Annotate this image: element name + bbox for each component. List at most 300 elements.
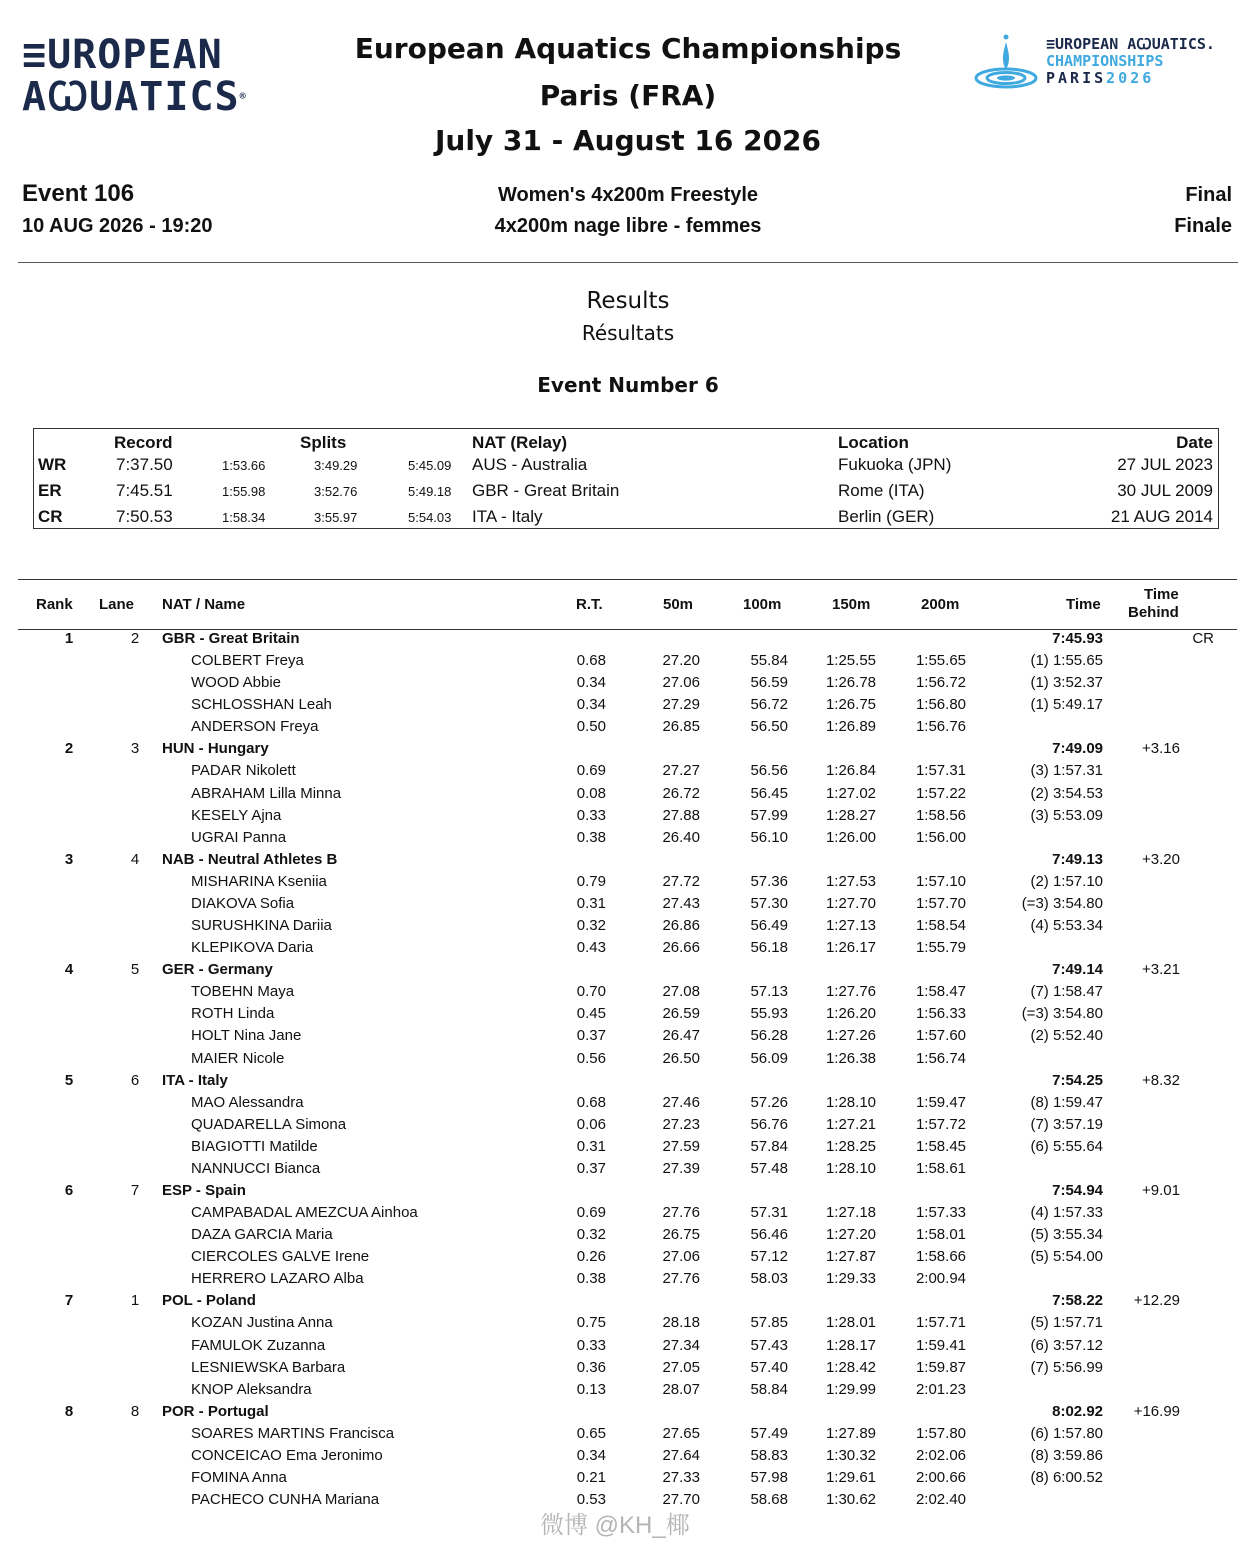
cumulative-time: (8) 3:59.86 bbox=[1030, 1446, 1103, 1464]
swimmer-name: DAZA GARCIA Maria bbox=[191, 1226, 333, 1244]
split-100m: 57.98 bbox=[750, 1469, 788, 1487]
record-badge: CR bbox=[1192, 630, 1214, 647]
swimmer-name: HERRERO LAZARO Alba bbox=[191, 1270, 364, 1288]
split-100m: 58.03 bbox=[750, 1270, 788, 1288]
record-code: CR bbox=[38, 507, 63, 526]
reaction-time: 0.34 bbox=[576, 1446, 606, 1464]
reaction-time: 0.32 bbox=[576, 917, 606, 935]
rank-cell: 5 bbox=[64, 1071, 74, 1089]
record-location: Berlin (GER) bbox=[838, 507, 935, 526]
split-150m: 1:29.33 bbox=[825, 1270, 876, 1288]
records-header-record: Record bbox=[114, 433, 173, 452]
cumulative-time: (6) 1:57.80 bbox=[1030, 1424, 1103, 1442]
reaction-time: 0.38 bbox=[576, 828, 606, 846]
split-50m: 26.40 bbox=[662, 828, 700, 846]
split-50m: 26.72 bbox=[662, 784, 700, 802]
header-divider bbox=[18, 262, 1238, 263]
lane-cell: 3 bbox=[130, 740, 140, 758]
results-title: Results bbox=[586, 288, 670, 314]
lane-cell: 1 bbox=[130, 1292, 140, 1310]
team-time: 7:54.25 bbox=[1052, 1071, 1103, 1089]
cumulative-time: (5) 1:57.71 bbox=[1030, 1314, 1103, 1332]
results-table-header bbox=[18, 579, 1237, 630]
cumulative-time: (=3) 3:54.80 bbox=[1021, 1005, 1103, 1023]
reaction-time: 0.69 bbox=[576, 762, 606, 780]
split-150m: 1:26.78 bbox=[825, 674, 876, 692]
record-date: 30 JUL 2009 bbox=[1117, 481, 1213, 500]
swimmer-row bbox=[0, 1136, 1256, 1158]
split-150m: 1:27.76 bbox=[825, 983, 876, 1001]
record-split: 1:55.98 bbox=[222, 484, 266, 499]
split-150m: 1:30.62 bbox=[825, 1491, 876, 1509]
reaction-time: 0.31 bbox=[576, 1137, 606, 1155]
swimmer-name: CAMPABADAL AMEZCUA Ainhoa bbox=[191, 1204, 418, 1222]
swimmer-name: PACHECO CUNHA Mariana bbox=[191, 1491, 380, 1509]
reaction-time: 0.06 bbox=[576, 1115, 606, 1133]
team-time: 7:49.14 bbox=[1052, 961, 1103, 979]
championship-dates: July 31 - August 16 2026 bbox=[434, 124, 822, 157]
swimmer-row bbox=[0, 981, 1256, 1003]
split-100m: 56.28 bbox=[750, 1027, 788, 1045]
swimmer-name: CONCEICAO Ema Jeronimo bbox=[191, 1446, 383, 1464]
team-name: POL - Poland bbox=[162, 1292, 256, 1310]
split-100m: 57.43 bbox=[750, 1336, 788, 1354]
cumulative-time: (1) 5:49.17 bbox=[1030, 696, 1103, 714]
swimmer-row bbox=[0, 1158, 1256, 1180]
split-100m: 55.84 bbox=[750, 652, 788, 670]
split-50m: 27.59 bbox=[662, 1137, 700, 1155]
swimmer-row bbox=[0, 672, 1256, 694]
split-50m: 28.18 bbox=[662, 1314, 700, 1332]
col-nat-name: NAT / Name bbox=[162, 596, 246, 613]
lane-cell: 2 bbox=[130, 630, 140, 647]
event-phase-en: Final bbox=[1185, 184, 1232, 206]
split-50m: 27.06 bbox=[662, 674, 700, 692]
reaction-time: 0.32 bbox=[576, 1226, 606, 1244]
swimmer-name: MAIER Nicole bbox=[191, 1049, 285, 1067]
split-100m: 58.68 bbox=[750, 1491, 788, 1509]
swimmer-name: KOZAN Justina Anna bbox=[191, 1314, 333, 1332]
split-50m: 27.46 bbox=[662, 1093, 700, 1111]
swimmer-row bbox=[0, 1445, 1256, 1467]
rank-cell: 2 bbox=[64, 740, 74, 758]
cumulative-time: (1) 3:52.37 bbox=[1030, 674, 1103, 692]
split-200m: 1:59.41 bbox=[915, 1336, 966, 1354]
swimmer-row bbox=[0, 1379, 1256, 1401]
split-150m: 1:26.89 bbox=[825, 718, 876, 736]
split-200m: 1:57.31 bbox=[915, 762, 966, 780]
logo-right-line2: CHAMPIONSHIPS bbox=[1046, 52, 1164, 70]
team-name: NAB - Neutral Athletes B bbox=[162, 850, 338, 868]
record-date: 21 AUG 2014 bbox=[1110, 507, 1213, 526]
cumulative-time: (5) 3:55.34 bbox=[1030, 1226, 1103, 1244]
cumulative-time: (6) 5:55.64 bbox=[1030, 1137, 1103, 1155]
split-50m: 26.85 bbox=[662, 718, 700, 736]
split-50m: 27.34 bbox=[662, 1336, 700, 1354]
team-time: 8:02.92 bbox=[1052, 1402, 1103, 1420]
reaction-time: 0.68 bbox=[576, 1093, 606, 1111]
split-100m: 57.99 bbox=[750, 806, 788, 824]
split-50m: 26.59 bbox=[662, 1005, 700, 1023]
cumulative-time: (4) 1:57.33 bbox=[1030, 1204, 1103, 1222]
reaction-time: 0.33 bbox=[576, 1336, 606, 1354]
col-50m: 50m bbox=[663, 596, 694, 613]
split-100m: 56.10 bbox=[750, 828, 788, 846]
swimmer-name: DIAKOVA Sofia bbox=[191, 894, 295, 912]
reaction-time: 0.34 bbox=[576, 696, 606, 714]
team-name: GBR - Great Britain bbox=[162, 630, 300, 647]
record-split: 1:53.66 bbox=[222, 458, 266, 473]
split-150m: 1:28.17 bbox=[825, 1336, 876, 1354]
split-200m: 1:57.60 bbox=[915, 1027, 966, 1045]
event-number: Event 106 bbox=[22, 180, 135, 207]
split-50m: 27.05 bbox=[662, 1358, 700, 1376]
swimmer-row bbox=[0, 827, 1256, 849]
split-200m: 1:55.79 bbox=[915, 939, 966, 957]
col-time-behind-1: Time bbox=[1144, 586, 1179, 603]
split-50m: 27.70 bbox=[662, 1491, 700, 1509]
split-50m: 27.29 bbox=[662, 696, 700, 714]
col-150m: 150m bbox=[832, 596, 871, 613]
swimmer-row bbox=[0, 760, 1256, 782]
swimmer-name: MISHARINA Kseniia bbox=[191, 872, 327, 890]
split-100m: 56.09 bbox=[750, 1049, 788, 1067]
rank-cell: 7 bbox=[64, 1292, 74, 1310]
split-50m: 27.23 bbox=[662, 1115, 700, 1133]
record-time: 7:45.51 bbox=[116, 481, 173, 500]
split-200m: 2:02.40 bbox=[915, 1491, 966, 1509]
swimmer-name: FOMINA Anna bbox=[191, 1469, 287, 1487]
split-150m: 1:27.70 bbox=[825, 894, 876, 912]
results-title-fr: Résultats bbox=[581, 321, 675, 345]
swimmer-name: LESNIEWSKA Barbara bbox=[191, 1358, 346, 1376]
record-split: 5:49.18 bbox=[408, 484, 452, 499]
split-150m: 1:27.89 bbox=[825, 1424, 876, 1442]
time-behind: +3.21 bbox=[1142, 961, 1180, 979]
split-150m: 1:27.26 bbox=[825, 1027, 876, 1045]
event-number-heading: Event Number 6 bbox=[537, 373, 719, 397]
split-50m: 26.50 bbox=[662, 1049, 700, 1067]
split-200m: 1:56.72 bbox=[915, 674, 966, 692]
split-150m: 1:28.10 bbox=[825, 1159, 876, 1177]
split-150m: 1:26.75 bbox=[825, 696, 876, 714]
split-200m: 1:58.54 bbox=[915, 917, 966, 935]
rank-cell: 6 bbox=[64, 1182, 74, 1199]
split-100m: 56.45 bbox=[750, 784, 788, 802]
split-100m: 56.59 bbox=[750, 674, 788, 692]
registered-mark: ® bbox=[239, 91, 247, 102]
split-200m: 1:58.45 bbox=[915, 1137, 966, 1155]
swimmer-name: MAO Alessandra bbox=[191, 1093, 304, 1111]
split-150m: 1:28.10 bbox=[825, 1093, 876, 1111]
split-200m: 2:00.94 bbox=[915, 1270, 966, 1288]
split-200m: 1:57.72 bbox=[915, 1115, 966, 1133]
rank-cell: 8 bbox=[64, 1402, 74, 1420]
cumulative-time: (2) 1:57.10 bbox=[1030, 872, 1103, 890]
split-50m: 27.33 bbox=[662, 1469, 700, 1487]
records-header-splits: Splits bbox=[300, 433, 347, 452]
split-200m: 1:59.87 bbox=[915, 1358, 966, 1376]
split-150m: 1:26.00 bbox=[825, 828, 876, 846]
split-200m: 1:57.10 bbox=[915, 872, 966, 890]
cumulative-time: (4) 5:53.34 bbox=[1030, 917, 1103, 935]
reaction-time: 0.38 bbox=[576, 1270, 606, 1288]
swimmer-name: QUADARELLA Simona bbox=[191, 1115, 347, 1133]
swimmer-row bbox=[0, 1268, 1256, 1290]
swimmer-name: PADAR Nikolett bbox=[191, 762, 296, 780]
rank-cell: 3 bbox=[64, 850, 74, 868]
record-split: 1:58.34 bbox=[222, 510, 266, 525]
split-50m: 27.06 bbox=[662, 1248, 700, 1266]
rank-cell: 1 bbox=[64, 630, 74, 647]
team-name: ESP - Spain bbox=[162, 1182, 246, 1199]
record-split: 5:54.03 bbox=[408, 510, 452, 525]
split-100m: 56.18 bbox=[750, 939, 788, 957]
team-row bbox=[0, 1070, 1256, 1092]
split-200m: 2:00.66 bbox=[915, 1469, 966, 1487]
lane-cell: 4 bbox=[130, 850, 140, 868]
record-split: 3:49.29 bbox=[314, 458, 358, 473]
time-behind: +3.16 bbox=[1142, 740, 1180, 758]
swimmer-name: HOLT Nina Jane bbox=[191, 1027, 302, 1045]
team-name: POR - Portugal bbox=[162, 1402, 269, 1420]
swimmer-row bbox=[0, 937, 1256, 959]
split-100m: 57.13 bbox=[750, 983, 788, 1001]
split-50m: 27.20 bbox=[662, 652, 700, 670]
swimmer-name: ROTH Linda bbox=[191, 1005, 275, 1023]
split-200m: 1:57.33 bbox=[915, 1204, 966, 1222]
record-date: 27 JUL 2023 bbox=[1117, 455, 1213, 474]
logo-left-line2: AꞶUATICS bbox=[22, 74, 240, 120]
cumulative-time: (2) 5:52.40 bbox=[1030, 1027, 1103, 1045]
cumulative-time: (5) 5:54.00 bbox=[1030, 1248, 1103, 1266]
split-100m: 56.46 bbox=[750, 1226, 788, 1244]
team-row bbox=[0, 849, 1256, 871]
swimmer-row bbox=[0, 871, 1256, 893]
team-row bbox=[0, 1290, 1256, 1312]
swimmer-name: SOARES MARTINS Francisca bbox=[191, 1424, 395, 1442]
time-behind: +9.01 bbox=[1142, 1182, 1180, 1199]
reaction-time: 0.37 bbox=[576, 1159, 606, 1177]
record-code: ER bbox=[38, 481, 62, 500]
cumulative-time: (=3) 3:54.80 bbox=[1021, 894, 1103, 912]
split-150m: 1:26.38 bbox=[825, 1049, 876, 1067]
team-time: 7:54.94 bbox=[1052, 1182, 1103, 1199]
split-100m: 56.76 bbox=[750, 1115, 788, 1133]
split-50m: 26.86 bbox=[662, 917, 700, 935]
reaction-time: 0.31 bbox=[576, 894, 606, 912]
split-100m: 56.49 bbox=[750, 917, 788, 935]
cumulative-time: (6) 3:57.12 bbox=[1030, 1336, 1103, 1354]
swimmer-row bbox=[0, 1092, 1256, 1114]
split-100m: 57.40 bbox=[750, 1358, 788, 1376]
championships-paris-logo bbox=[974, 34, 1244, 90]
split-150m: 1:28.42 bbox=[825, 1358, 876, 1376]
event-phase-fr: Finale bbox=[1174, 215, 1232, 237]
championship-location: Paris (FRA) bbox=[539, 79, 717, 112]
swimmer-row bbox=[0, 1003, 1256, 1025]
swimmer-row bbox=[0, 694, 1256, 716]
split-50m: 27.88 bbox=[662, 806, 700, 824]
record-row bbox=[34, 481, 1218, 507]
cumulative-time: (1) 1:55.65 bbox=[1030, 652, 1103, 670]
split-100m: 57.49 bbox=[750, 1424, 788, 1442]
team-time: 7:45.93 bbox=[1052, 630, 1103, 647]
split-150m: 1:26.84 bbox=[825, 762, 876, 780]
split-150m: 1:26.20 bbox=[825, 1005, 876, 1023]
record-nat: ITA - Italy bbox=[472, 507, 543, 526]
reaction-time: 0.53 bbox=[576, 1491, 606, 1509]
rank-cell: 4 bbox=[64, 961, 74, 979]
split-100m: 58.83 bbox=[750, 1446, 788, 1464]
reaction-time: 0.37 bbox=[576, 1027, 606, 1045]
split-100m: 57.85 bbox=[750, 1314, 788, 1332]
col-rank: Rank bbox=[36, 596, 73, 613]
col-rt: R.T. bbox=[576, 596, 603, 613]
split-150m: 1:27.87 bbox=[825, 1248, 876, 1266]
split-150m: 1:30.32 bbox=[825, 1446, 876, 1464]
lane-cell: 8 bbox=[130, 1402, 140, 1420]
record-row bbox=[34, 507, 1218, 533]
swimmer-name: ABRAHAM Lilla Minna bbox=[191, 784, 342, 802]
split-200m: 1:58.56 bbox=[915, 806, 966, 824]
split-100m: 57.30 bbox=[750, 894, 788, 912]
reaction-time: 0.69 bbox=[576, 1204, 606, 1222]
reaction-time: 0.13 bbox=[576, 1380, 606, 1398]
split-200m: 2:02.06 bbox=[915, 1446, 966, 1464]
lane-cell: 6 bbox=[130, 1071, 140, 1089]
reaction-time: 0.34 bbox=[576, 674, 606, 692]
split-200m: 1:58.47 bbox=[915, 983, 966, 1001]
split-50m: 26.47 bbox=[662, 1027, 700, 1045]
event-name-en: Women's 4x200m Freestyle bbox=[497, 184, 759, 206]
split-150m: 1:27.21 bbox=[825, 1115, 876, 1133]
records-table bbox=[33, 428, 1219, 529]
records-header-location: Location bbox=[838, 433, 909, 452]
split-200m: 1:56.80 bbox=[915, 696, 966, 714]
logo-right-year: 2026 bbox=[1106, 69, 1155, 87]
team-name: ITA - Italy bbox=[162, 1071, 228, 1089]
swimmer-row bbox=[0, 783, 1256, 805]
split-200m: 1:56.74 bbox=[915, 1049, 966, 1067]
record-time: 7:50.53 bbox=[116, 507, 173, 526]
record-split: 3:55.97 bbox=[314, 510, 358, 525]
swimmer-row bbox=[0, 1467, 1256, 1489]
record-nat: AUS - Australia bbox=[472, 455, 588, 474]
split-50m: 27.65 bbox=[662, 1424, 700, 1442]
swimmer-name: KESELY Ajna bbox=[191, 806, 282, 824]
reaction-time: 0.43 bbox=[576, 939, 606, 957]
split-100m: 55.93 bbox=[750, 1005, 788, 1023]
split-150m: 1:26.17 bbox=[825, 939, 876, 957]
split-50m: 28.07 bbox=[662, 1380, 700, 1398]
swimmer-name: CIERCOLES GALVE Irene bbox=[191, 1248, 370, 1266]
split-100m: 57.26 bbox=[750, 1093, 788, 1111]
team-name: HUN - Hungary bbox=[162, 740, 269, 758]
swimmer-name: BIAGIOTTI Matilde bbox=[191, 1137, 318, 1155]
cumulative-time: (8) 6:00.52 bbox=[1030, 1469, 1103, 1487]
split-150m: 1:25.55 bbox=[825, 652, 876, 670]
split-150m: 1:29.99 bbox=[825, 1380, 876, 1398]
record-location: Rome (ITA) bbox=[838, 481, 925, 500]
split-150m: 1:28.25 bbox=[825, 1137, 876, 1155]
reaction-time: 0.21 bbox=[576, 1469, 606, 1487]
reaction-time: 0.70 bbox=[576, 983, 606, 1001]
split-150m: 1:27.02 bbox=[825, 784, 876, 802]
col-time-behind-2: Behind bbox=[1128, 604, 1179, 621]
time-behind: +8.32 bbox=[1142, 1071, 1180, 1089]
split-150m: 1:28.01 bbox=[825, 1314, 876, 1332]
swimmer-name: UGRAI Panna bbox=[191, 828, 287, 846]
record-time: 7:37.50 bbox=[116, 455, 173, 474]
split-200m: 1:58.01 bbox=[915, 1226, 966, 1244]
cumulative-time: (7) 3:57.19 bbox=[1030, 1115, 1103, 1133]
reaction-time: 0.65 bbox=[576, 1424, 606, 1442]
swimmer-row bbox=[0, 1312, 1256, 1334]
time-behind: +16.99 bbox=[1133, 1402, 1180, 1420]
split-200m: 1:56.76 bbox=[915, 718, 966, 736]
split-100m: 57.84 bbox=[750, 1137, 788, 1155]
col-time: Time bbox=[1066, 596, 1101, 613]
split-100m: 56.56 bbox=[750, 762, 788, 780]
event-datetime: 10 AUG 2026 - 19:20 bbox=[22, 215, 213, 237]
reaction-time: 0.36 bbox=[576, 1358, 606, 1376]
split-50m: 26.66 bbox=[662, 939, 700, 957]
split-50m: 27.08 bbox=[662, 983, 700, 1001]
lane-cell: 7 bbox=[130, 1182, 140, 1199]
swimmer-row bbox=[0, 1335, 1256, 1357]
split-150m: 1:28.27 bbox=[825, 806, 876, 824]
record-split: 3:52.76 bbox=[314, 484, 358, 499]
split-100m: 56.72 bbox=[750, 696, 788, 714]
split-50m: 27.76 bbox=[662, 1270, 700, 1288]
reaction-time: 0.26 bbox=[576, 1248, 606, 1266]
swimmer-name: TOBEHN Maya bbox=[191, 983, 295, 1001]
swimmer-name: WOOD Abbie bbox=[191, 674, 282, 692]
logo-right-city: PARIS bbox=[1046, 69, 1107, 87]
split-50m: 27.64 bbox=[662, 1446, 700, 1464]
swimmer-row bbox=[0, 1357, 1256, 1379]
split-50m: 27.76 bbox=[662, 1204, 700, 1222]
split-100m: 57.48 bbox=[750, 1159, 788, 1177]
split-100m: 58.84 bbox=[750, 1380, 788, 1398]
col-200m: 200m bbox=[921, 596, 960, 613]
logo-left-line1: ≡UROPEAN bbox=[22, 32, 223, 78]
team-name: GER - Germany bbox=[162, 961, 273, 979]
european-aquatics-logo bbox=[22, 34, 252, 118]
swimmer-row bbox=[0, 893, 1256, 915]
reaction-time: 0.56 bbox=[576, 1049, 606, 1067]
split-200m: 1:56.00 bbox=[915, 828, 966, 846]
record-row bbox=[34, 455, 1218, 481]
split-150m: 1:27.13 bbox=[825, 917, 876, 935]
record-location: Fukuoka (JPN) bbox=[838, 455, 952, 474]
split-100m: 56.50 bbox=[750, 718, 788, 736]
swimmer-row bbox=[0, 716, 1256, 738]
reaction-time: 0.75 bbox=[576, 1314, 606, 1332]
split-150m: 1:29.61 bbox=[825, 1469, 876, 1487]
split-50m: 26.75 bbox=[662, 1226, 700, 1244]
reaction-time: 0.68 bbox=[576, 652, 606, 670]
split-200m: 1:57.22 bbox=[915, 784, 966, 802]
split-50m: 27.39 bbox=[662, 1159, 700, 1177]
swimmer-name: NANNUCCI Bianca bbox=[191, 1159, 321, 1177]
team-time: 7:49.13 bbox=[1052, 850, 1103, 868]
championship-title: European Aquatics Championships bbox=[354, 32, 902, 65]
team-row bbox=[0, 1180, 1256, 1202]
split-200m: 2:01.23 bbox=[915, 1380, 966, 1398]
split-50m: 27.72 bbox=[662, 872, 700, 890]
